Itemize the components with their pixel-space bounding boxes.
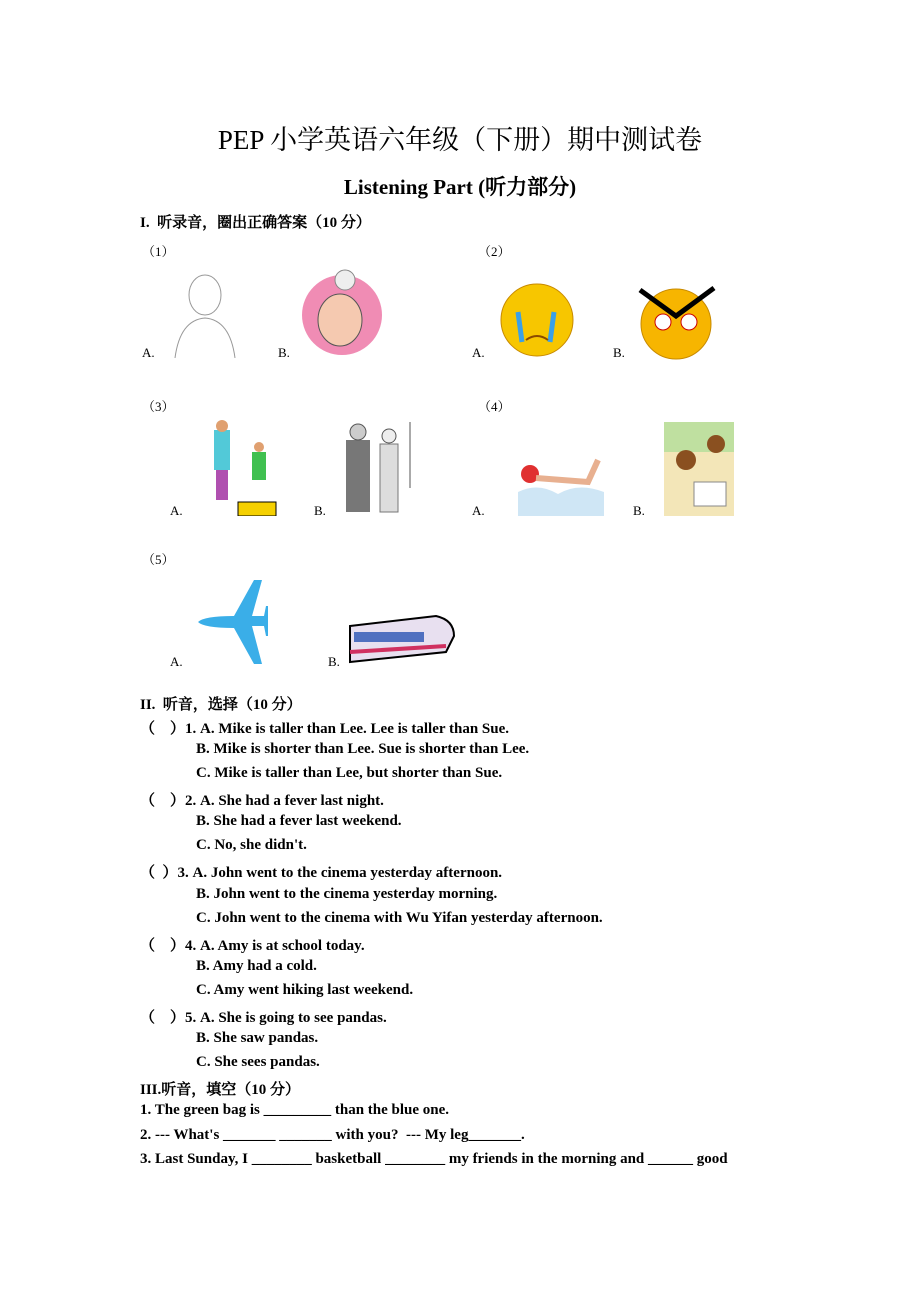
swimming-image bbox=[518, 452, 604, 516]
runny-nose-image bbox=[300, 268, 384, 358]
group-5-option-b: B. bbox=[328, 654, 340, 669]
question-4-option-c: C. Amy went hiking last weekend. bbox=[196, 982, 414, 998]
group-3-option-a: A. bbox=[170, 503, 183, 518]
group-1-option-a: A. bbox=[142, 345, 155, 360]
question-5-option-c: C. She sees pandas. bbox=[196, 1054, 320, 1070]
group-5-option-a: A. bbox=[170, 654, 183, 669]
crying-face-image bbox=[498, 282, 576, 360]
train-image bbox=[346, 612, 456, 668]
group-5-number: （5） bbox=[142, 552, 175, 567]
question-2-option-a: （ ）2. A. She had a fever last night. bbox=[140, 793, 384, 809]
group-2-option-a: A. bbox=[472, 345, 485, 360]
kids-drawing-image bbox=[664, 422, 734, 516]
question-3-option-a: （ ）3. A. John went to the cinema yesterday afternoon. bbox=[140, 865, 503, 881]
question-3-option-c: C. John went to the cinema with Wu Yifan yesterday afternoon. bbox=[196, 910, 603, 926]
fill-blank-line-1: 1. The green bag is _________ than the blue one. bbox=[140, 1102, 450, 1118]
group-2-option-b: B. bbox=[613, 345, 625, 360]
question-2-option-b: B. She had a fever last weekend. bbox=[196, 813, 402, 829]
question-5-option-b: B. She saw pandas. bbox=[196, 1030, 319, 1046]
headache-woman-image bbox=[170, 270, 240, 358]
section-3-heading: III.听音，填空（10 分） bbox=[140, 1082, 301, 1098]
question-1-option-c: C. Mike is taller than Lee, but shorter than Sue. bbox=[196, 765, 503, 781]
group-3-number: （3） bbox=[142, 399, 175, 414]
question-5-option-a: （ ）5. A. She is going to see pandas. bbox=[140, 1010, 387, 1026]
question-1-option-b: B. Mike is shorter than Lee. Sue is shorter than Lee. bbox=[196, 741, 530, 757]
page-subtitle: Listening Part (听力部分) bbox=[343, 175, 577, 199]
page-title: PEP 小学英语六年级（下册）期中测试卷 bbox=[217, 125, 703, 155]
question-4-option-a: （ ）4. A. Amy is at school today. bbox=[140, 938, 365, 954]
group-1-option-b: B. bbox=[278, 345, 290, 360]
group-4-number: （4） bbox=[478, 399, 511, 414]
group-1-number: （1） bbox=[142, 244, 175, 259]
group-3-option-b: B. bbox=[314, 503, 326, 518]
question-1-option-a: （ ）1. A. Mike is taller than Lee. Lee is taller than Sue. bbox=[140, 721, 510, 737]
airplane-image bbox=[194, 576, 268, 668]
question-4-option-b: B. Amy had a cold. bbox=[196, 958, 317, 974]
group-2-number: （2） bbox=[478, 244, 511, 259]
question-3-option-b: B. John went to the cinema yesterday morning. bbox=[196, 886, 498, 902]
section-1-heading: I. 听录音，圈出正确答案（10 分） bbox=[140, 215, 371, 231]
tall-short-boys-image bbox=[200, 420, 280, 516]
question-2-option-c: C. No, she didn't. bbox=[196, 837, 307, 853]
old-couple-image bbox=[340, 422, 414, 516]
angry-face-image bbox=[636, 284, 718, 360]
group-4-option-b: B. bbox=[633, 503, 645, 518]
group-4-option-a: A. bbox=[472, 503, 485, 518]
section-2-heading: II. 听音，选择（10 分） bbox=[140, 697, 302, 713]
fill-blank-line-3: 3. Last Sunday, I ________ basketball ________ my friends in the morning and ______ good bbox=[140, 1151, 728, 1167]
fill-blank-line-2: 2. --- What's _______ _______ with you? --- My leg_______. bbox=[140, 1127, 525, 1143]
